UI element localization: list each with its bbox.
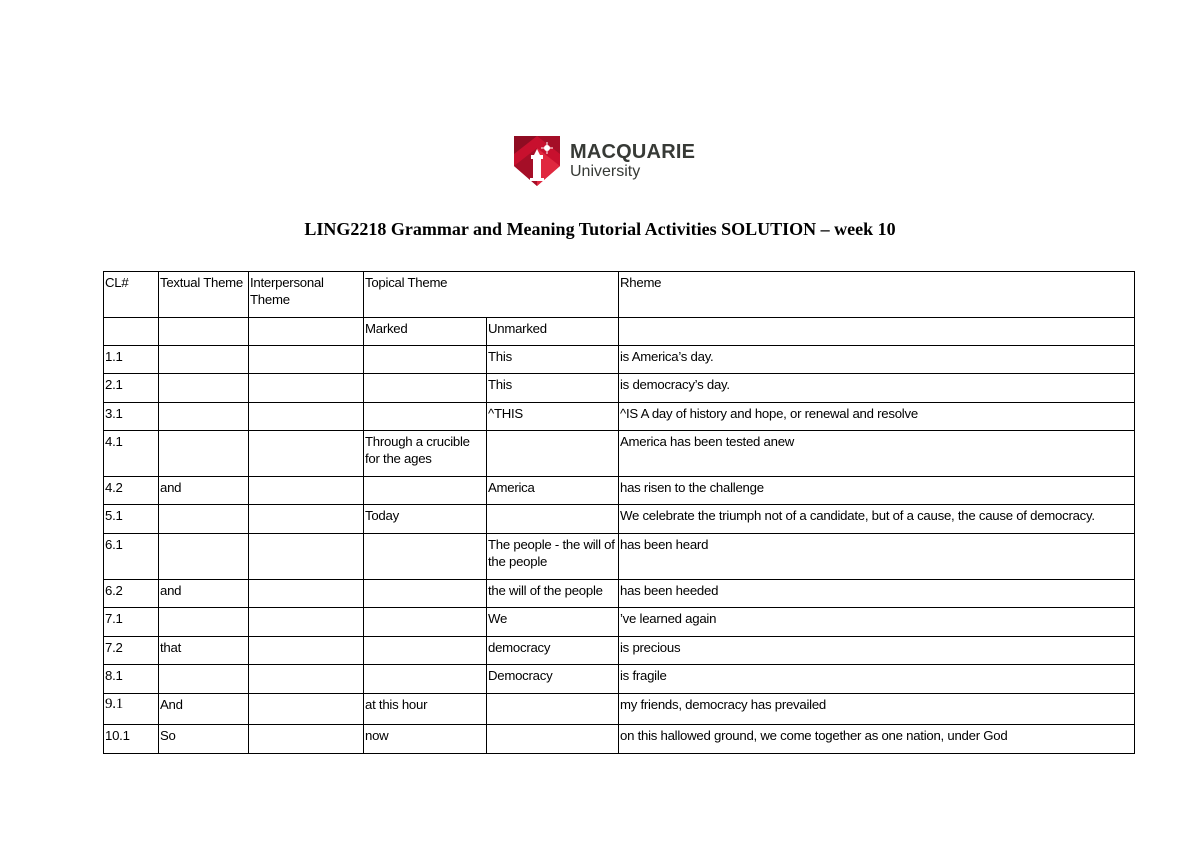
cell-interpersonal [249, 374, 364, 403]
cell-cl: 2.1 [104, 374, 159, 403]
cell-marked [364, 374, 487, 403]
cell-cl: 3.1 [104, 403, 159, 431]
cell-rheme: is America’s day. [619, 346, 1135, 374]
cell-marked [364, 477, 487, 505]
cell-unmarked: This [487, 374, 619, 403]
table-row [104, 346, 1135, 374]
cell-cl: 8.1 [104, 665, 159, 694]
cell-cl: 6.2 [104, 580, 159, 608]
cell-cl: 4.2 [104, 477, 159, 505]
cell-interpersonal [249, 694, 364, 725]
cell-textual: and [159, 580, 249, 608]
cell-rheme: has been heeded [619, 580, 1135, 608]
cell-cl: 4.1 [104, 431, 159, 477]
cell-cl: 1.1 [104, 346, 159, 374]
table-row [104, 374, 1135, 403]
cell-cl: 5.1 [104, 505, 159, 534]
table-header-row [104, 272, 1135, 318]
cell-marked [364, 608, 487, 637]
cell-rheme: has been heard [619, 534, 1135, 580]
cell-rheme: has risen to the challenge [619, 477, 1135, 505]
cell-interpersonal [249, 431, 364, 477]
header-rheme: Rheme [619, 272, 1135, 318]
cell-unmarked: America [487, 477, 619, 505]
cell-rheme: is precious [619, 637, 1135, 665]
subheader-marked: Marked [364, 318, 487, 346]
university-logo [514, 136, 695, 186]
cell-marked: now [364, 725, 487, 754]
logo-subtitle: University [570, 163, 641, 180]
cell-textual [159, 534, 249, 580]
cell-marked [364, 580, 487, 608]
cell-textual: that [159, 637, 249, 665]
cell-rheme: is democracy’s day. [619, 374, 1135, 403]
cell-marked [364, 534, 487, 580]
cell-marked: at this hour [364, 694, 487, 725]
cell-marked [364, 665, 487, 694]
cell-textual [159, 665, 249, 694]
cell-cl: 7.2 [104, 637, 159, 665]
theme-analysis-table [103, 271, 1135, 754]
table-row [104, 637, 1135, 665]
subheader-empty-cl [104, 318, 159, 346]
table-row [104, 431, 1135, 477]
header-textual-theme: Textual Theme [159, 272, 249, 318]
cell-textual [159, 431, 249, 477]
table-subheader-row [104, 318, 1135, 346]
header-cl: CL# [104, 272, 159, 318]
cell-interpersonal [249, 477, 364, 505]
lighthouse-shield-icon [514, 136, 560, 186]
cell-textual [159, 505, 249, 534]
cell-unmarked: We [487, 608, 619, 637]
table-row [104, 694, 1135, 725]
subheader-empty-interpersonal [249, 318, 364, 346]
cell-unmarked: democracy [487, 637, 619, 665]
cell-interpersonal [249, 608, 364, 637]
cell-textual [159, 608, 249, 637]
table-row [104, 580, 1135, 608]
cell-unmarked: Democracy [487, 665, 619, 694]
cell-interpersonal [249, 346, 364, 374]
cell-unmarked: the will of the people [487, 580, 619, 608]
table-row [104, 608, 1135, 637]
table-row [104, 665, 1135, 694]
header-interpersonal-theme: Interpersonal Theme [249, 272, 364, 318]
cell-interpersonal [249, 580, 364, 608]
cell-cl: 7.1 [104, 608, 159, 637]
cell-cl: 6.1 [104, 534, 159, 580]
cell-textual [159, 403, 249, 431]
subheader-empty-textual [159, 318, 249, 346]
cell-unmarked [487, 694, 619, 725]
table-row [104, 534, 1135, 580]
logo-wordmark: MACQUARIE [570, 141, 696, 163]
cell-unmarked [487, 505, 619, 534]
subheader-empty-rheme [619, 318, 1135, 346]
cell-marked: Today [364, 505, 487, 534]
cell-textual [159, 374, 249, 403]
table-row [104, 505, 1135, 534]
cell-textual: And [159, 694, 249, 725]
table-row [104, 725, 1135, 754]
subheader-unmarked: Unmarked [487, 318, 619, 346]
cell-unmarked [487, 431, 619, 477]
cell-rheme: ^IS A day of history and hope, or renewal and resolve [619, 403, 1135, 431]
cell-interpersonal [249, 637, 364, 665]
cell-marked [364, 403, 487, 431]
cell-rheme: America has been tested anew [619, 431, 1135, 477]
cell-unmarked: The people - the will of the people [487, 534, 619, 580]
cell-interpersonal [249, 534, 364, 580]
cell-unmarked: This [487, 346, 619, 374]
cell-rheme: my friends, democracy has prevailed [619, 694, 1135, 725]
table-row [104, 403, 1135, 431]
cell-rheme: is fragile [619, 665, 1135, 694]
cell-interpersonal [249, 665, 364, 694]
cell-textual: So [159, 725, 249, 754]
cell-cl: 10.1 [104, 725, 159, 754]
cell-marked [364, 637, 487, 665]
cell-rheme: We celebrate the triumph not of a candidate, but of a cause, the cause of democracy. [619, 505, 1135, 534]
header-topical-theme: Topical Theme [364, 272, 619, 318]
cell-textual: and [159, 477, 249, 505]
cell-textual [159, 346, 249, 374]
cell-unmarked: ^THIS [487, 403, 619, 431]
cell-interpersonal [249, 403, 364, 431]
cell-interpersonal [249, 725, 364, 754]
cell-marked: Through a crucible for the ages [364, 431, 487, 477]
table-row [104, 477, 1135, 505]
cell-cl: 9.1 [104, 694, 159, 725]
document-title: LING2218 Grammar and Meaning Tutorial Activities SOLUTION – week 10 [304, 219, 896, 239]
cell-interpersonal [249, 505, 364, 534]
cell-rheme: on this hallowed ground, we come together as one nation, under God [619, 725, 1135, 754]
cell-unmarked [487, 725, 619, 754]
cell-rheme: ’ve learned again [619, 608, 1135, 637]
cell-marked [364, 346, 487, 374]
